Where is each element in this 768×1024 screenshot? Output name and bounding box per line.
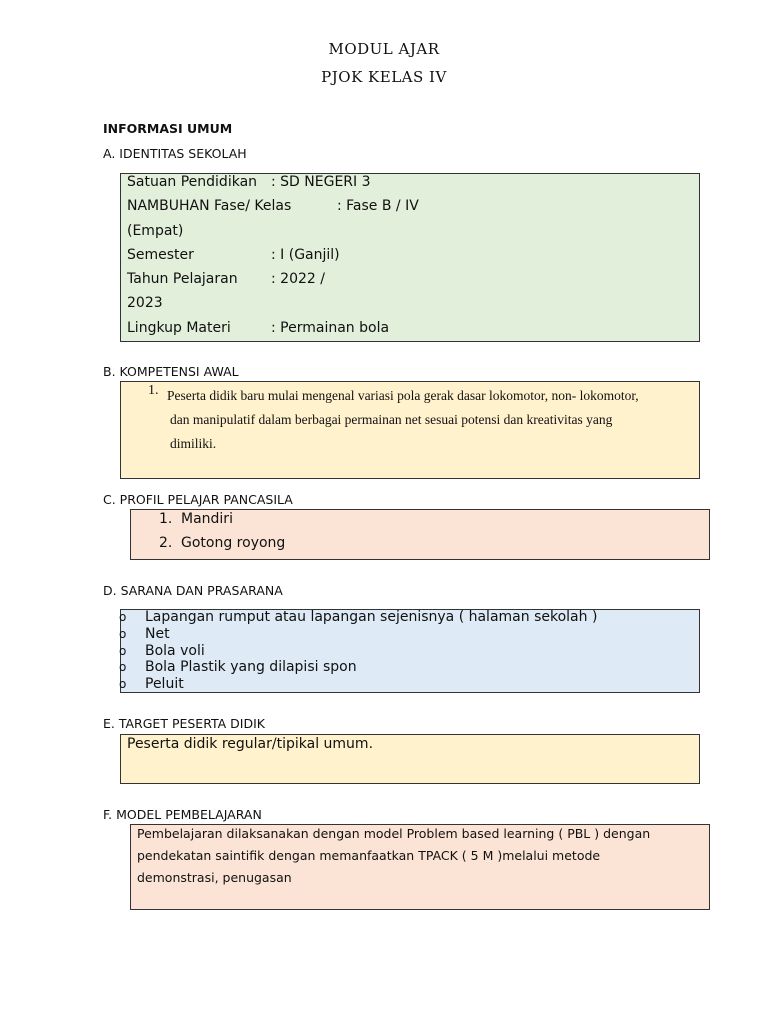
tahun-continuation: 2023 [127,295,163,312]
info-umum-heading: INFORMASI UMUM [103,121,233,136]
section-d-heading: D. SARANA DAN PRASARANA [103,583,283,598]
profil-item-1: Mandiri [181,511,233,527]
tahun-label: Tahun Pelajaran [127,271,238,288]
section-e-heading: E. TARGET PESERTA DIDIK [103,716,265,731]
model-line-3: demonstrasi, penugasan [137,870,292,885]
tahun-value: : 2022 / [271,271,325,288]
kompetensi-number: 1. [148,383,159,398]
model-line-1: Pembelajaran dilaksanakan dengan model Problem based learning ( PBL ) dengan [137,826,651,841]
model-pembelajaran-box [130,824,710,910]
sarana-item [121,676,699,693]
section-f-heading: F. MODEL PEMBELAJARAN [103,807,262,822]
lingkup-value: : Permainan bola [271,319,390,336]
bullet-icon: o [119,677,127,692]
sarana-item [121,643,699,660]
semester-value: : I (Ganjil) [271,246,340,263]
satuan-label: Satuan Pendidikan [127,174,258,190]
section-b-heading: B. KOMPETENSI AWAL [103,364,239,379]
lingkup-row [127,316,693,340]
bullet-icon: o [119,660,127,675]
sarana-item [121,626,699,643]
target-peserta-box [120,734,700,784]
kompetensi-line-1: Peserta didik baru mulai mengenal variasi pola gerak dasar lokomotor, non- lokomotor, [167,388,639,403]
profil-item-2-number: 2. [159,535,173,551]
fase-row [127,194,693,218]
document-subtitle: PJOK KELAS IV [321,68,447,86]
bullet-icon: o [119,643,127,658]
target-peserta-text: Peserta didik regular/tipikal umum. [127,736,374,752]
section-a-heading: A. IDENTITAS SEKOLAH [103,146,247,161]
bullet-icon: o [119,610,127,624]
sarana-prasarana-box [120,609,700,693]
fase-value: : Fase B / IV [337,198,419,215]
satuan-value: : SD NEGERI 3 [271,174,371,190]
section-c-heading: C. PROFIL PELAJAR PANCASILA [103,492,293,507]
tahun-row [127,267,693,291]
identitas-sekolah-box [120,173,700,342]
sarana-item-text: Peluit [145,676,184,693]
sarana-item-text: Net [145,625,170,642]
sarana-item-text: Bola Plastik yang dilapisi spon [145,659,357,676]
satuan-row [127,170,693,194]
model-line-2: pendekatan saintifik dengan memanfaatkan TPACK ( 5 M )melalui metode [137,848,601,863]
profil-item-1-number: 1. [159,511,173,527]
kompetensi-awal-box [120,381,700,479]
fase-label: NAMBUHAN Fase/ Kelas [127,198,292,215]
kompetensi-line-3: dimiliki. [170,436,217,451]
sarana-item [121,609,699,626]
sarana-item-text: Bola voli [145,642,205,659]
profil-item-2: Gotong royong [181,535,286,551]
sarana-item [121,659,699,676]
profil-pancasila-box [130,509,710,560]
document-title: MODUL AJAR [328,40,440,58]
semester-row [127,243,693,267]
kompetensi-line-2: dan manipulatif dalam berbagai permainan net sesuai potensi dan kreativitas yang [170,412,613,427]
bullet-icon: o [119,626,127,641]
lingkup-label: Lingkup Materi [127,319,231,336]
semester-label: Semester [127,246,194,263]
sarana-item-text: Lapangan rumput atau lapangan sejenisnya ( halaman sekolah ) [145,609,598,625]
fase-continuation: (Empat) [127,222,184,239]
